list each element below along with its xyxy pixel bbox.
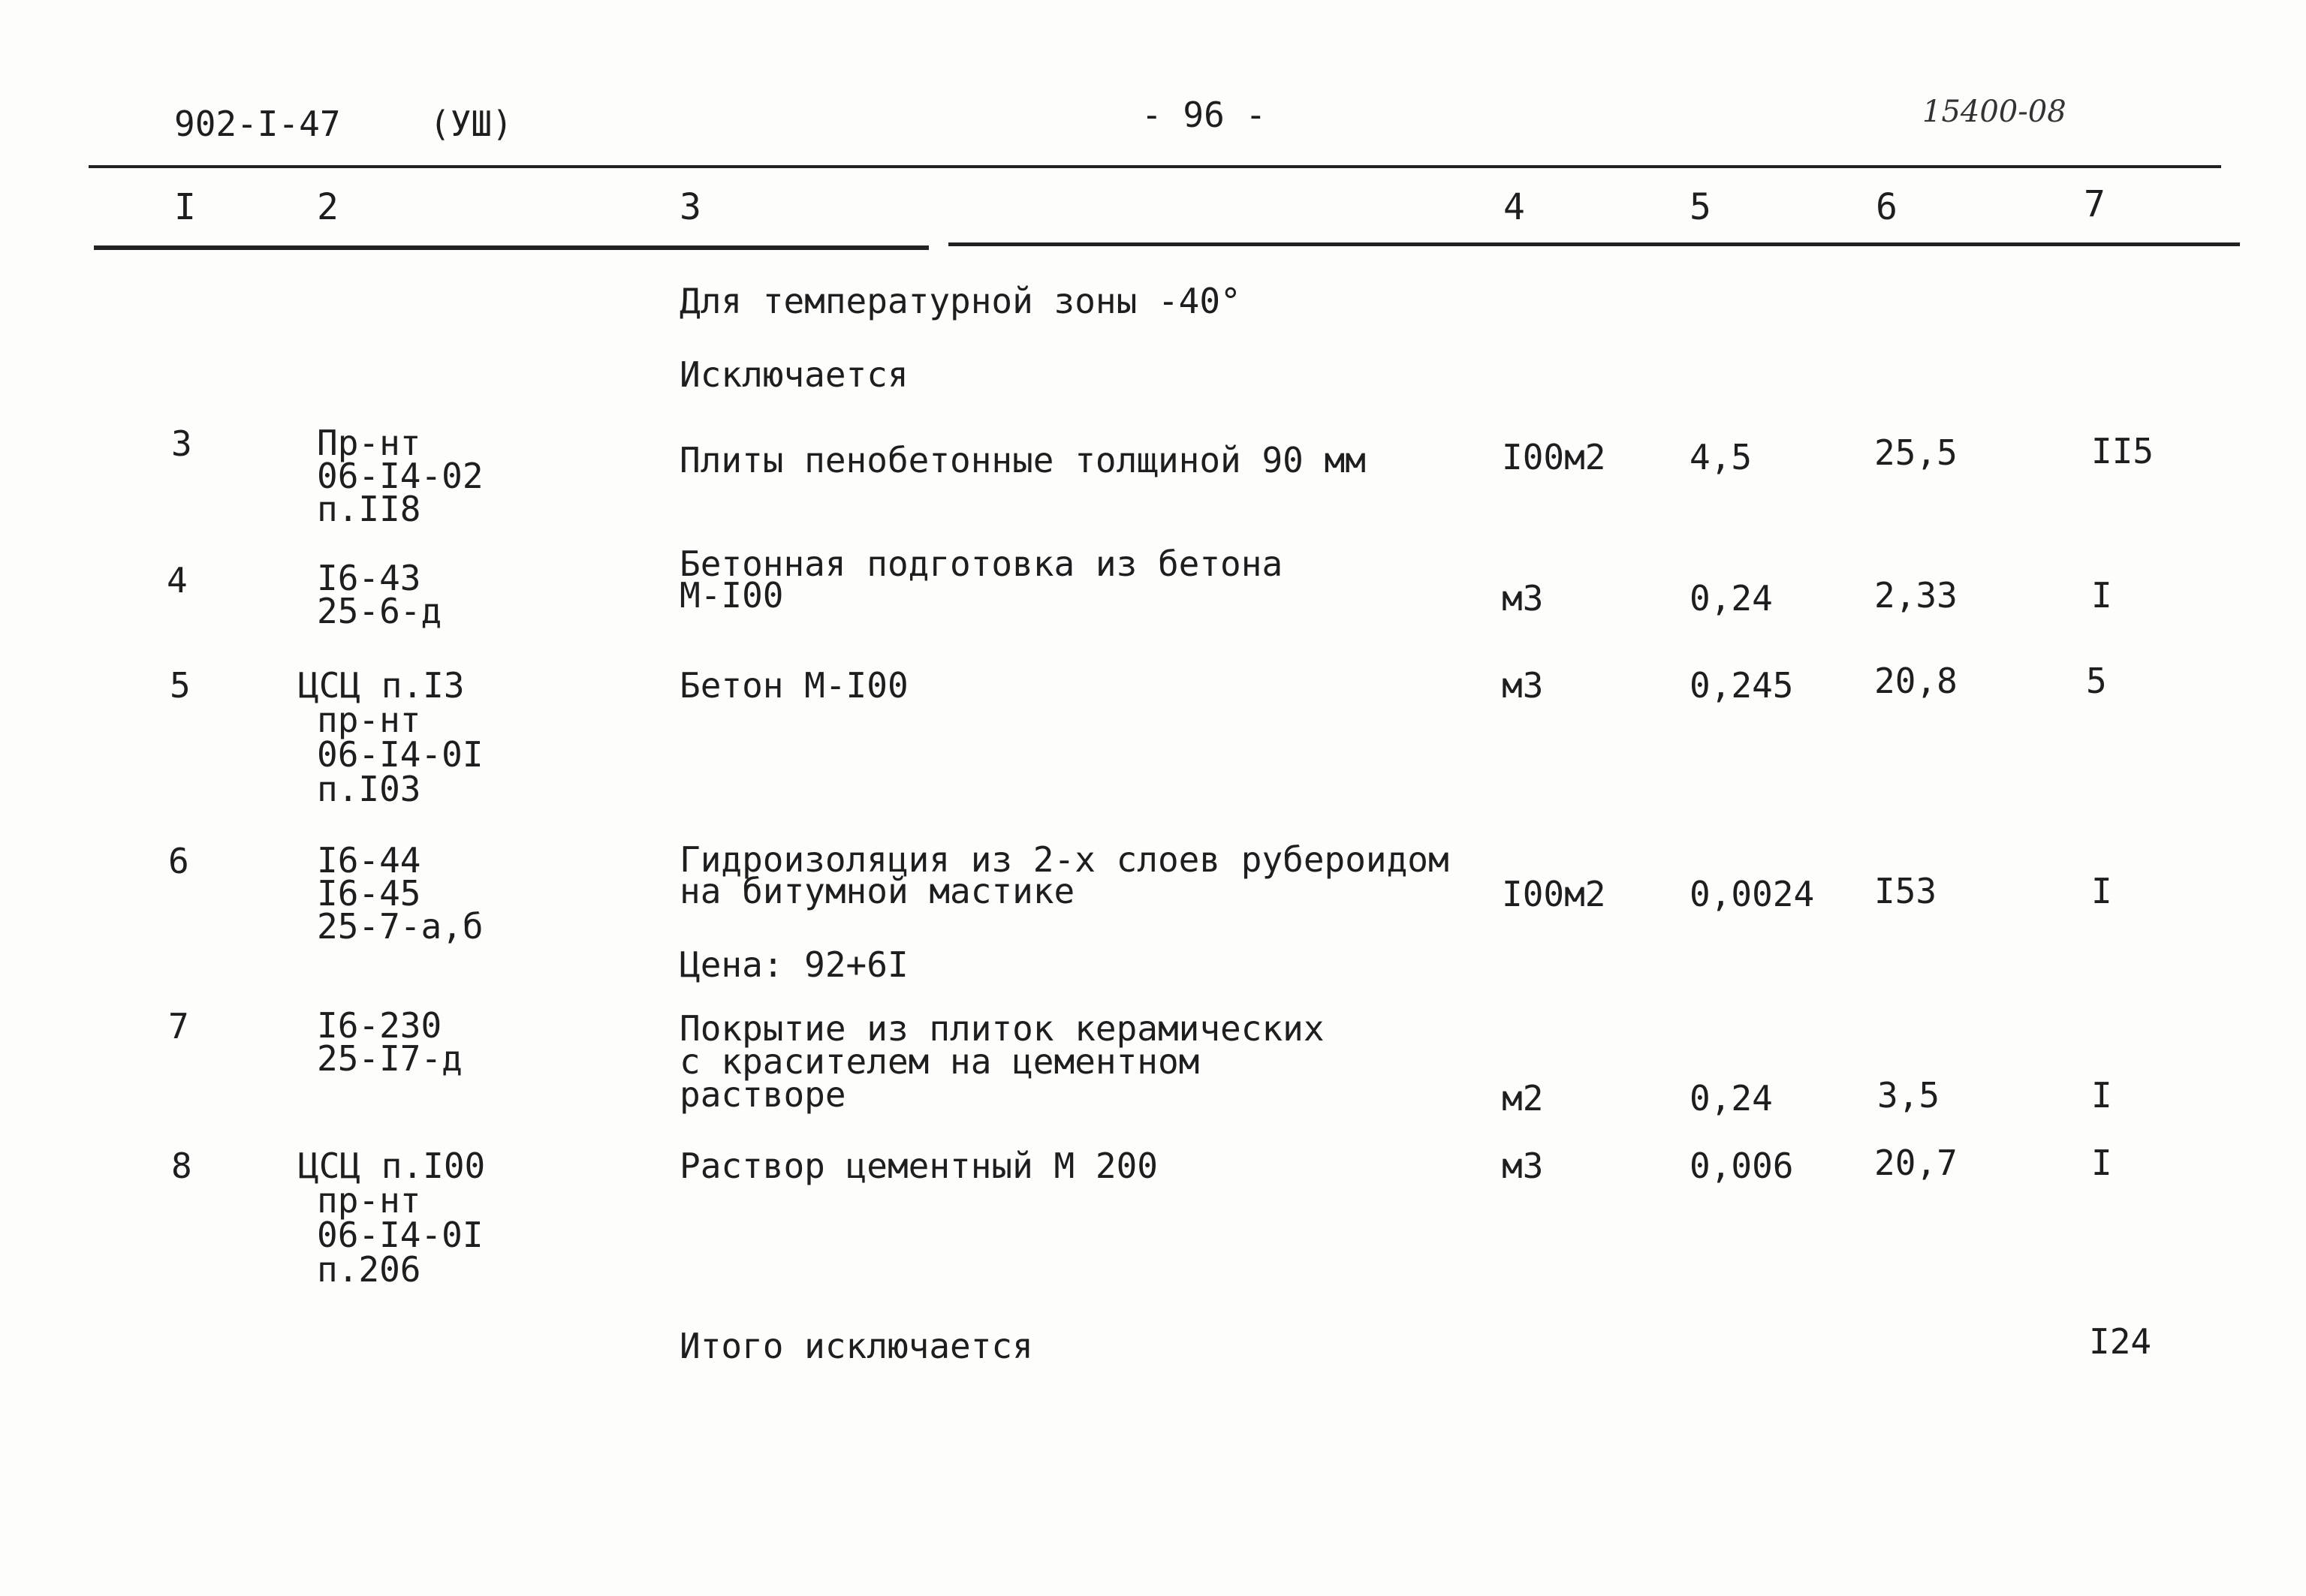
row-unit: I00м2 (1502, 874, 1606, 914)
top-rule (89, 165, 2221, 168)
price-note: Цена: 92+6I (680, 944, 909, 985)
row-description: Раствор цементный М 200 (680, 1146, 1158, 1186)
col-header-3: 3 (680, 186, 701, 228)
row-price: 2,33 (1874, 575, 1958, 616)
page-number: - 96 - (1141, 95, 1267, 135)
row-quantity: 0,0024 (1690, 874, 1815, 914)
doc-code: 902-I-47 (174, 104, 341, 144)
col-header-2: 2 (317, 186, 339, 228)
doc-volume: (УШ) (430, 104, 513, 144)
row-total: I (2091, 575, 2112, 616)
row-description: Бетон М-I00 (680, 665, 909, 706)
row-quantity: 4,5 (1690, 437, 1753, 477)
row-num: 7 (168, 1006, 189, 1046)
row-unit: м3 (1502, 578, 1544, 619)
row-price: 3,5 (1877, 1075, 1940, 1116)
row-total: II5 (2091, 431, 2154, 471)
row-num: 3 (171, 423, 192, 464)
col-header-4: 4 (1503, 186, 1525, 228)
row-description: Бетонная подготовка из бетона М-I00 (680, 544, 1283, 616)
row-price: I53 (1874, 871, 1937, 911)
row-unit: м3 (1502, 665, 1544, 706)
row-code: ЦСЦ п.I00 пр-нт 06-I4-0I п.206 (298, 1146, 486, 1290)
row-quantity: 0,24 (1690, 578, 1773, 619)
col-header-6: 6 (1876, 186, 1898, 228)
section-title: Для температурной зоны -40° (680, 281, 1241, 321)
row-unit: м2 (1502, 1078, 1544, 1119)
row-total: I (2091, 1075, 2112, 1116)
handwritten-number: 15400-08 (1922, 95, 2066, 129)
row-description: Плиты пенобетонные толщиной 90 мм (680, 440, 1366, 480)
row-num: 4 (167, 560, 188, 601)
row-quantity: 0,245 (1690, 665, 1794, 706)
col-header-1: I (174, 186, 196, 228)
row-price: 20,8 (1874, 661, 1958, 701)
row-quantity: 0,006 (1690, 1146, 1794, 1186)
row-num: 5 (170, 665, 191, 706)
row-code: I6-43 25-6-д (317, 558, 442, 631)
row-price: 25,5 (1874, 432, 1958, 473)
section-subtitle: Исключается (680, 354, 909, 395)
total-label: Итого исключается (680, 1326, 1033, 1366)
row-total: I (2091, 871, 2112, 911)
row-price: 20,7 (1874, 1143, 1958, 1183)
row-code: Пр-нт 06-I4-02 п.II8 (317, 423, 484, 529)
row-description: Гидроизоляция из 2-х слоев рубероидом на битумной мастике (680, 839, 1449, 911)
row-unit: м3 (1502, 1146, 1544, 1186)
row-description: Покрытие из плиток керамических с красителем на цементном растворе (680, 1008, 1325, 1115)
row-code: I6-44 I6-45 25-7-а,б (317, 840, 484, 947)
col-header-7: 7 (2084, 183, 2106, 225)
row-code: ЦСЦ п.I3 пр-нт 06-I4-0I п.I03 (298, 665, 484, 809)
col-header-5: 5 (1690, 186, 1711, 228)
row-num: 6 (168, 841, 189, 881)
row-total: I (2091, 1143, 2112, 1183)
row-code: I6-230 25-I7-д (317, 1005, 463, 1079)
total-value: I24 (2089, 1321, 2152, 1362)
row-total: 5 (2086, 661, 2107, 701)
header-bottom-rule-right (948, 242, 2240, 246)
row-quantity: 0,24 (1690, 1078, 1773, 1119)
row-unit: I00м2 (1502, 437, 1606, 477)
row-num: 8 (171, 1146, 192, 1186)
header-bottom-rule-left (94, 245, 929, 250)
